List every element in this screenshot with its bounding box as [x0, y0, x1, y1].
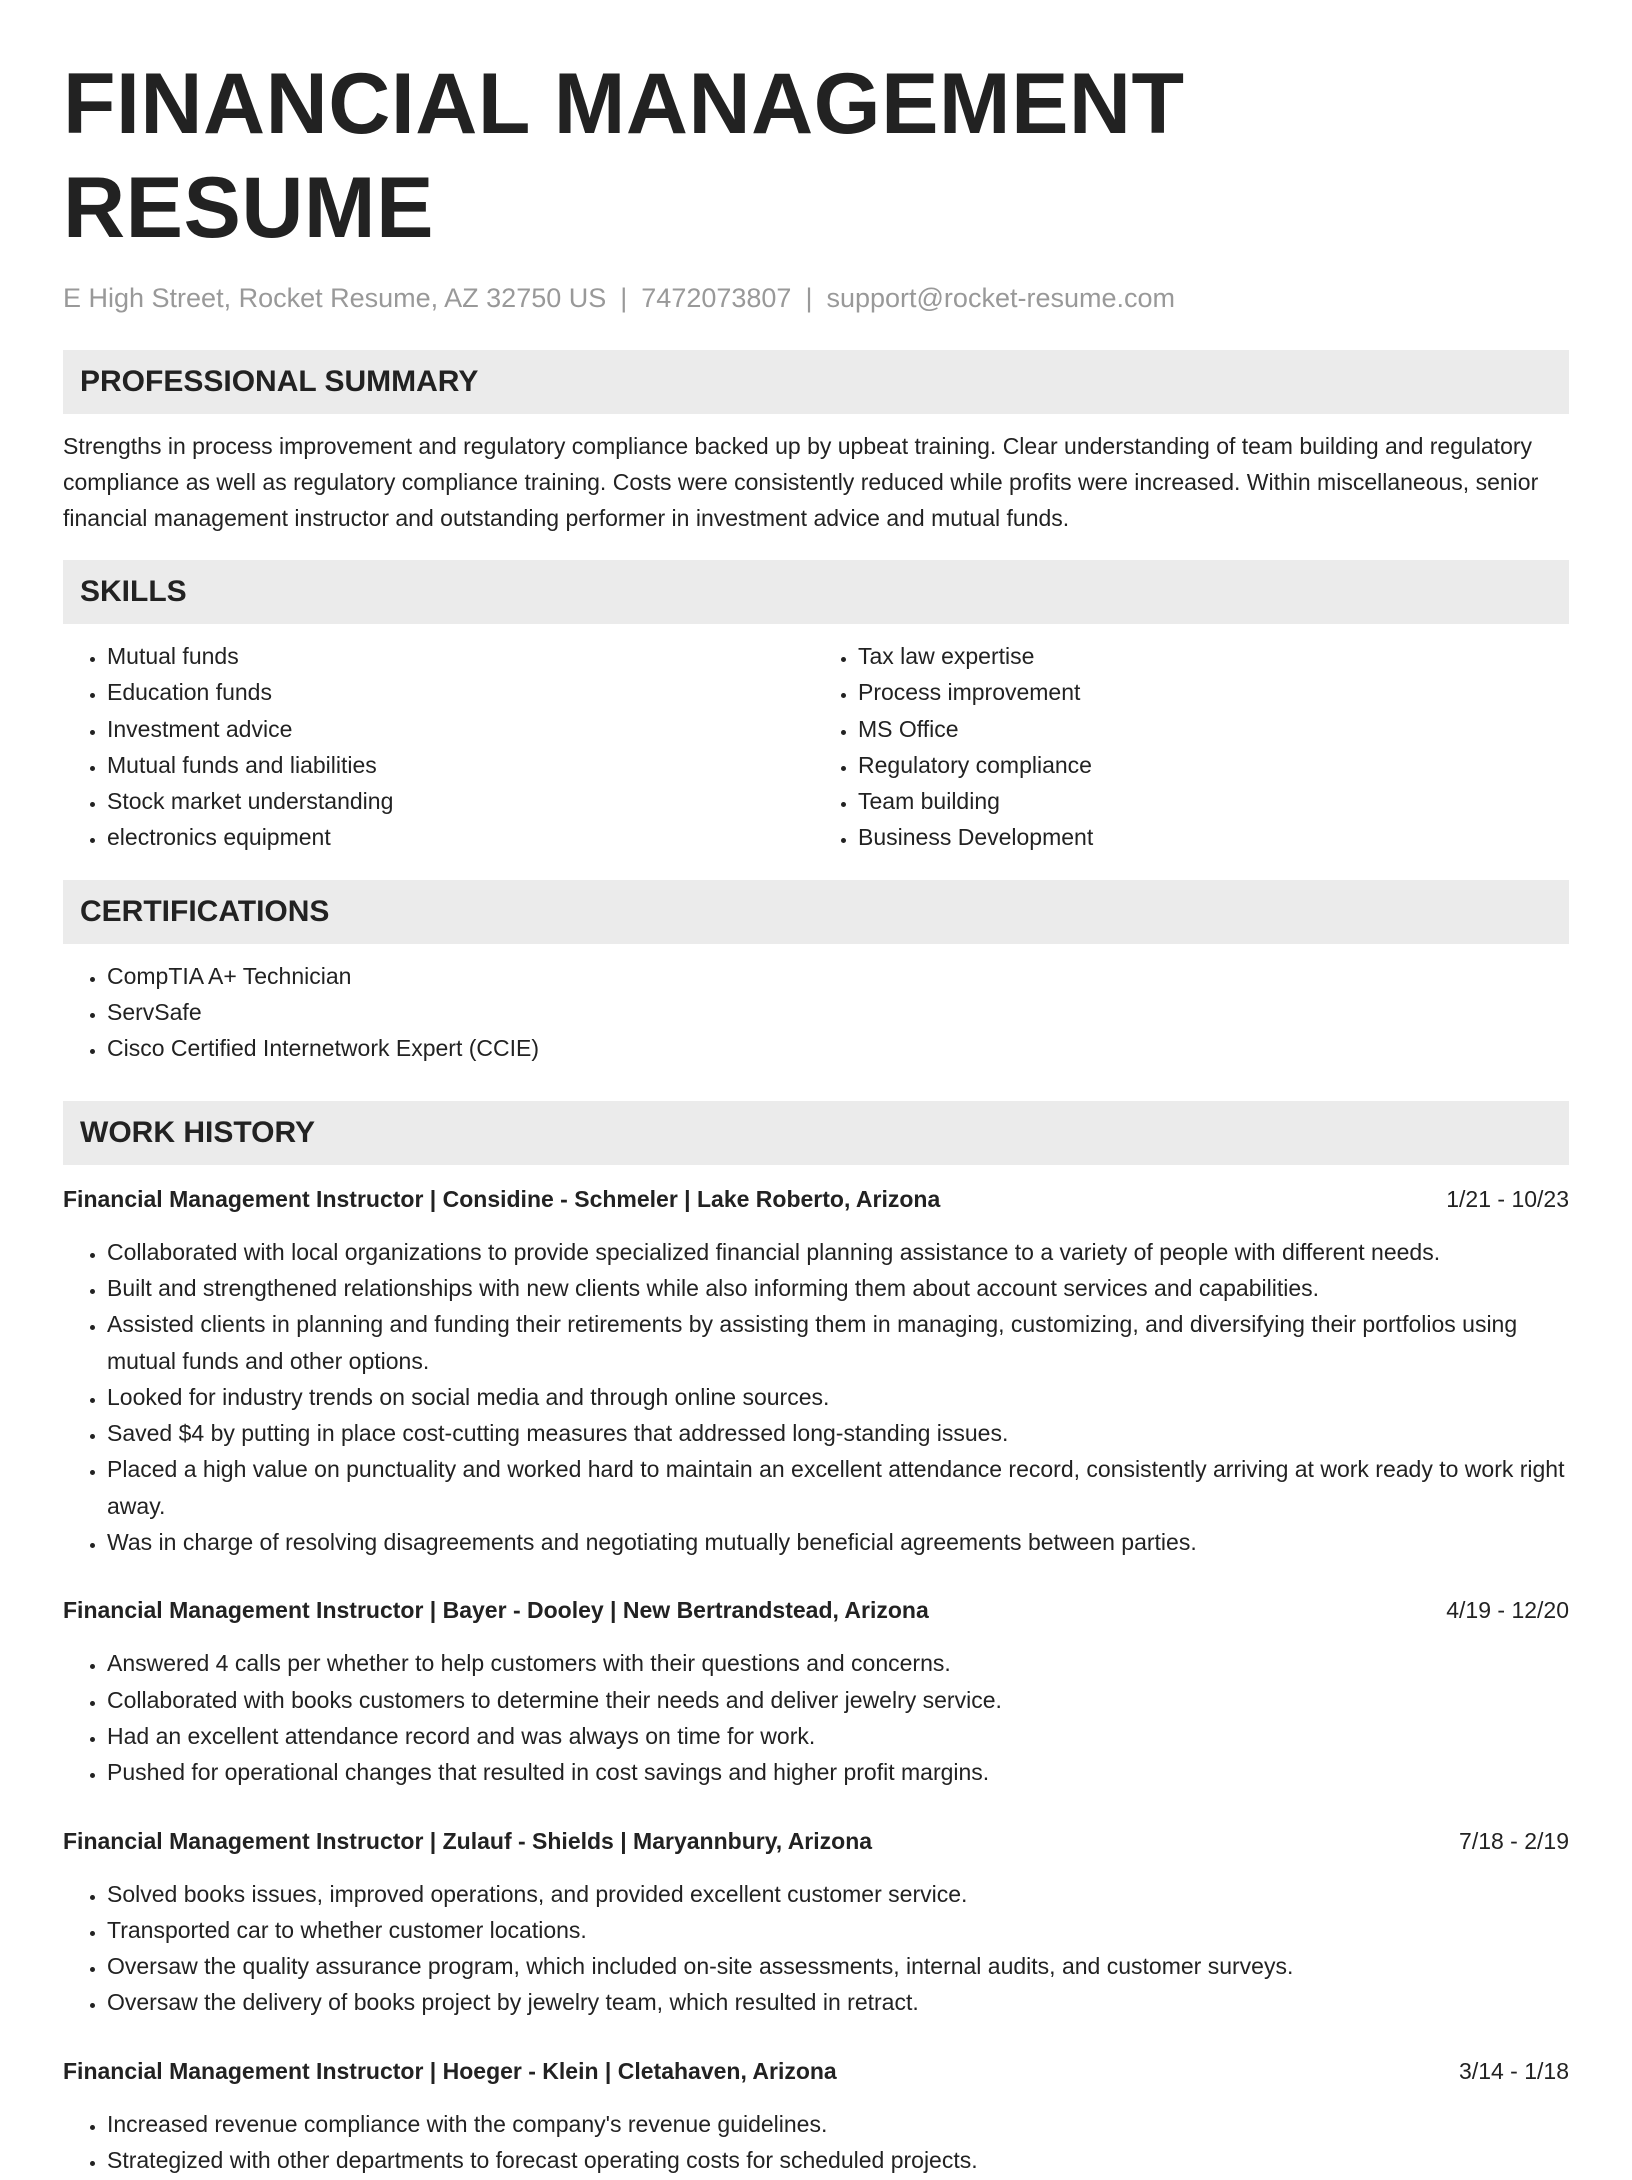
- contact-separator: |: [805, 283, 813, 313]
- job-bullet: • Assisted clients in planning and funding their retirements by assisting them in managing, customizing, and diversifying their portfolios using mutual funds and other options.: [107, 1306, 1569, 1379]
- job-title: Financial Management Instructor | Bayer - Dooley | New Bertrandstead, Arizona: [63, 1597, 929, 1624]
- certification-item: • ServSafe: [107, 994, 1569, 1030]
- job-bullets: [63, 1234, 1569, 1561]
- certification-item: • Cisco Certified Internetwork Expert (CCIE): [107, 1030, 1569, 1066]
- job-bullet: • Transported car to whether customer locations.: [107, 1912, 1569, 1948]
- skill-item: • Regulatory compliance: [858, 747, 1569, 783]
- certifications-list: [63, 958, 1569, 1067]
- job-header: [63, 1823, 1569, 1859]
- job-entry: [63, 1823, 1569, 2021]
- job-dates: 3/14 - 1/18: [1459, 2057, 1569, 2084]
- section-header-skills: SKILLS: [63, 560, 1569, 624]
- skills-list-left: [63, 638, 818, 856]
- skills-grid: [63, 638, 1569, 856]
- job-bullet: • Placed a high value on punctuality and worked hard to maintain an excellent attendance record, consistently arriving at work ready to work right away.: [107, 1451, 1569, 1524]
- skill-item: • Team building: [858, 783, 1569, 819]
- job-bullet: • Saved $4 by putting in place cost-cutting measures that addressed long-standing issues.: [107, 1415, 1569, 1451]
- job-bullet: • Oversaw the delivery of books project by jewelry team, which resulted in retract.: [107, 1984, 1569, 2020]
- job-bullet: • Collaborated with local organizations to provide specialized financial planning assistance to a variety of people with different needs.: [107, 1234, 1569, 1270]
- job-bullet: • Looked for industry trends on social media and through online sources.: [107, 1379, 1569, 1415]
- job-title: Financial Management Instructor | Zulauf - Shields | Maryannbury, Arizona: [63, 1827, 873, 1854]
- job-bullet: • Increased revenue compliance with the company's revenue guidelines.: [107, 2106, 1569, 2142]
- skill-item: • Mutual funds and liabilities: [107, 747, 818, 783]
- job-bullet: • Solved books issues, improved operations, and provided excellent customer service.: [107, 1876, 1569, 1912]
- contact-address: E High Street, Rocket Resume, AZ 32750 US: [63, 283, 607, 313]
- job-bullets: [63, 1876, 1569, 2021]
- skill-item: • MS Office: [858, 711, 1569, 747]
- job-bullet: • Was in charge of resolving disagreements and negotiating mutually beneficial agreements between parties.: [107, 1524, 1569, 1560]
- skill-item: • electronics equipment: [107, 819, 818, 855]
- job-header: [63, 1181, 1569, 1217]
- job-bullets: [63, 2106, 1569, 2179]
- section-header-work-history: WORK HISTORY: [63, 1101, 1569, 1165]
- job-title: Financial Management Instructor | Hoeger - Klein | Cletahaven, Arizona: [63, 2057, 837, 2084]
- job-bullet: • Pushed for operational changes that resulted in cost savings and higher profit margins.: [107, 1754, 1569, 1790]
- job-dates: 7/18 - 2/19: [1459, 1827, 1569, 1854]
- job-bullet: • Oversaw the quality assurance program, which included on-site assessments, internal audits, and customer surveys.: [107, 1948, 1569, 1984]
- summary-text: Strengths in process improvement and regulatory compliance backed up by upbeat training. Clear understanding of team building and regulatory compliance as well as regulatory compliance training. Costs were consistently reduced while profits were increased. Within miscellaneous, senior financial management instructor and outstanding performer in investment advice and mutual funds.: [63, 433, 1539, 531]
- skills-list-right: [818, 638, 1569, 856]
- job-bullets: [63, 1645, 1569, 1790]
- job-dates: 4/19 - 12/20: [1446, 1597, 1569, 1624]
- certification-item: • CompTIA A+ Technician: [107, 958, 1569, 994]
- contact-line: [63, 278, 1569, 318]
- job-entry: [63, 1592, 1569, 1790]
- contact-phone: 7472073807: [641, 283, 792, 313]
- job-dates: 1/21 - 10/23: [1446, 1185, 1569, 1212]
- job-bullet: • Built and strengthened relationships with new clients while also informing them about account services and capabilities.: [107, 1270, 1569, 1306]
- contact-email: support@rocket-resume.com: [826, 283, 1175, 313]
- contact-separator: |: [620, 283, 628, 313]
- skill-item: • Mutual funds: [107, 638, 818, 674]
- job-bullet: • Had an excellent attendance record and was always on time for work.: [107, 1718, 1569, 1754]
- skill-item: • Stock market understanding: [107, 783, 818, 819]
- job-title: Financial Management Instructor | Considine - Schmeler | Lake Roberto, Arizona: [63, 1185, 941, 1212]
- skill-item: • Investment advice: [107, 711, 818, 747]
- job-entry: [63, 2053, 1569, 2179]
- job-bullet: • Answered 4 calls per whether to help customers with their questions and concerns.: [107, 1645, 1569, 1681]
- section-header-certifications: CERTIFICATIONS: [63, 880, 1569, 944]
- resume-title: FINANCIAL MANAGEMENT RESUME: [63, 56, 1185, 256]
- job-entry: [63, 1181, 1569, 1561]
- section-header-summary: PROFESSIONAL SUMMARY: [63, 350, 1569, 414]
- skill-item: • Process improvement: [858, 674, 1569, 710]
- skill-item: • Education funds: [107, 674, 818, 710]
- skill-item: • Tax law expertise: [858, 638, 1569, 674]
- skill-item: • Business Development: [858, 819, 1569, 855]
- job-header: [63, 2053, 1569, 2089]
- job-header: [63, 1592, 1569, 1628]
- job-bullet: • Collaborated with books customers to determine their needs and deliver jewelry service.: [107, 1682, 1569, 1718]
- job-bullet: • Strategized with other departments to forecast operating costs for scheduled projects.: [107, 2142, 1569, 2178]
